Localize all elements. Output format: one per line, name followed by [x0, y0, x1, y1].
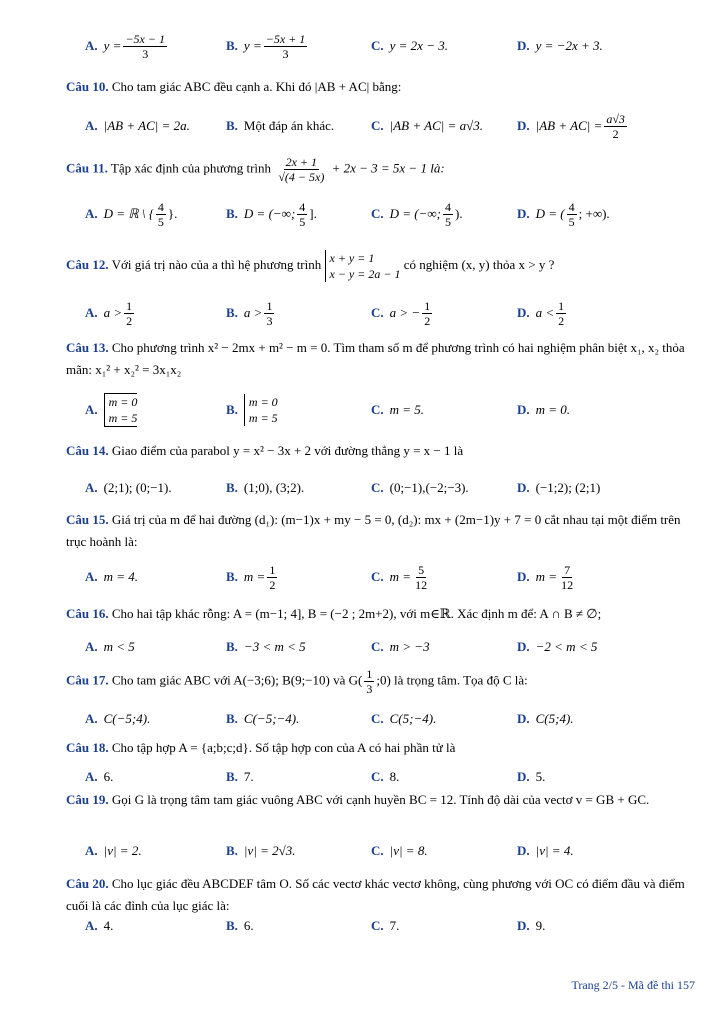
q17-option-c[interactable]: C. C(5;−4).	[371, 711, 437, 726]
q15-options	[85, 564, 705, 590]
equation-system: x + y = 1 x − y = 2a − 1	[325, 250, 401, 282]
question-14: Câu 14. Giao điểm của parabol y = x² − 3x + 2 với đường thẳng y = x − 1 là	[66, 443, 464, 458]
page-footer: Trang 2/5 - Mã đề thi 157	[571, 978, 695, 992]
fraction: $\frac{1}{2}$	[269, 562, 276, 592]
q9-option-b[interactable]: B. y = $\frac{-5x + 1}{3}$	[226, 31, 306, 61]
q9-option-a[interactable]: A. y = $\frac{-5x - 1}{3}$	[85, 31, 165, 61]
q20-option-c[interactable]: C. 7.	[371, 918, 400, 933]
fraction: $\frac{5}{12}$	[415, 562, 428, 592]
q14-option-d[interactable]: D. (−1;2); (2;1)	[517, 480, 601, 495]
q13-options	[85, 397, 705, 423]
question-20: Câu 20. Cho lục giác đều ABCDEF tâm O. Số các vectơ khác vectơ không, cùng phương với OC có điểm đầu và điểm cuối là các đỉnh của lục giác là:	[66, 876, 685, 913]
q11-option-c[interactable]: C. D = (−∞; $\frac{4}{5}$ ).	[371, 199, 463, 229]
question-11: Câu 11. Tập xác định của phương trình $\frac{2x + 1}{√(4 - 5x)}$ + 2x − 3 = 5x − 1 là:	[66, 155, 445, 184]
q15-option-d[interactable]: D. m = $\frac{7}{12}$	[517, 562, 574, 592]
q16-option-b[interactable]: B. −3 < m < 5	[226, 639, 306, 654]
q17-option-b[interactable]: B. C(−5;−4).	[226, 711, 300, 726]
q14-option-a[interactable]: A. (2;1); (0;−1).	[85, 480, 172, 495]
fraction: $\frac{1}{2}$	[558, 298, 565, 328]
q12-option-d[interactable]: D. a < $\frac{1}{2}$	[517, 298, 565, 328]
q18-option-c[interactable]: C. 8.	[371, 769, 400, 784]
question-17: Câu 17. Cho tam giác ABC với A(−3;6); B(9;−10) và G( $\frac{1}{3}$ ;0) là trọng tâm. Tọa độ C là:	[66, 667, 528, 696]
q18-options	[85, 764, 705, 790]
q19-options	[85, 838, 705, 864]
fraction: $\frac{7}{12}$	[561, 562, 574, 592]
fraction: $\frac{4}{5}$	[157, 199, 164, 229]
fraction: $\frac{1}{3}$	[366, 667, 373, 696]
fraction: $\frac{-5x + 1}{3}$	[265, 31, 306, 61]
q16-option-d[interactable]: D. −2 < m < 5	[517, 639, 598, 654]
fraction: $\frac{a√3}{2}$	[606, 111, 625, 141]
fraction: $\frac{4}{5}$	[299, 199, 306, 229]
q15-option-a[interactable]: A. m = 4.	[85, 569, 139, 584]
q19-option-c[interactable]: C. |v| = 8.	[371, 843, 428, 858]
q12-option-a[interactable]: A. a > $\frac{1}{2}$	[85, 298, 133, 328]
q11-option-a[interactable]: A. D = ℝ \ { $\frac{4}{5}$ }.	[85, 199, 178, 229]
q19-option-d[interactable]: D. |v| = 4.	[517, 843, 574, 858]
q13-option-d[interactable]: D. m = 0.	[517, 402, 571, 417]
q16-options	[85, 634, 705, 660]
q9-option-d[interactable]: D. y = −2x + 3.	[517, 38, 603, 53]
q11-option-b[interactable]: B. D = (−∞; $\frac{4}{5}$ ].	[226, 199, 317, 229]
q17-options	[85, 706, 705, 732]
q14-option-c[interactable]: C. (0;−1),(−2;−3).	[371, 480, 469, 495]
q18-option-d[interactable]: D. 5.	[517, 769, 546, 784]
q12-option-b[interactable]: B. a > $\frac{1}{3}$	[226, 298, 273, 328]
question-19: Câu 19. Gọi G là trọng tâm tam giác vuông ABC với cạnh huyền BC = 12. Tính độ dài của vectơ v = GB + GC.	[66, 792, 650, 807]
q18-option-b[interactable]: B. 7.	[226, 769, 254, 784]
question-15: Câu 15. Giá trị của m để hai đường (d₁): (m−1)x + my − 5 = 0, (d₂): mx + (2m−1)y + 7 = 0 cắt nhau tại một điểm trên trục hoành là:	[66, 512, 681, 549]
fraction: $\frac{1}{2}$	[424, 298, 431, 328]
q10-option-b[interactable]: B. Một đáp án khác.	[226, 118, 335, 133]
q11-options	[85, 201, 705, 227]
q14-option-b[interactable]: B. (1;0), (3;2).	[226, 480, 305, 495]
fraction: $\frac{1}{3}$	[266, 298, 273, 328]
fraction: $\frac{4}{5}$	[568, 199, 575, 229]
q14-options	[85, 475, 705, 501]
fraction: $\frac{2x + 1}{√(4 - 5x)}$	[278, 155, 325, 184]
q15-option-c[interactable]: C. m = $\frac{5}{12}$	[371, 562, 428, 592]
q10-option-d[interactable]: D. |AB + AC| = $\frac{a√3}{2}$	[517, 111, 625, 141]
q20-option-b[interactable]: B. 6.	[226, 918, 254, 933]
q15-option-b[interactable]: B. m = $\frac{1}{2}$	[226, 562, 276, 592]
q17-option-a[interactable]: A. C(−5;4).	[85, 711, 151, 726]
q10-option-a[interactable]: A. |AB + AC| = 2a.	[85, 118, 190, 133]
question-12: Câu 12. Với giá trị nào của a thì hệ phương trình x + y = 1 x − y = 2a − 1 có nghiệm (x, y) thỏa x > y ?	[66, 251, 555, 281]
q12-option-c[interactable]: C. a > − $\frac{1}{2}$	[371, 298, 431, 328]
q11-option-d[interactable]: D. D = ( $\frac{4}{5}$ ; +∞).	[517, 199, 610, 229]
question-18: Câu 18. Cho tập hợp A = {a;b;c;d}. Số tập hợp con của A có hai phần tử là	[66, 740, 456, 755]
question-16: Câu 16. Cho hai tập khác rỗng: A = (m−1; 4], B = (−2 ; 2m+2), với m∈ℝ. Xác định m để: A ∩ B ≠ ∅;	[66, 606, 602, 621]
question-13: Câu 13. Cho phương trình x² − 2mx + m² − m = 0. Tìm tham số m để phương trình có hai nghiệm phân biệt x₁, x₂ thỏa mãn: x₁² + x₂² = 3x₁x₂	[66, 340, 685, 377]
q19-option-b[interactable]: B. |v| = 2√3.	[226, 843, 296, 858]
q20-option-d[interactable]: D. 9.	[517, 918, 546, 933]
q19-option-a[interactable]: A. |v| = 2.	[85, 843, 142, 858]
q10-option-c[interactable]: C. |AB + AC| = a√3.	[371, 118, 483, 133]
q13-option-c[interactable]: C. m = 5.	[371, 402, 425, 417]
question-10: Câu 10. Cho tam giác ABC đều cạnh a. Khi đó |AB + AC| bằng:	[66, 79, 402, 94]
q13-option-b[interactable]: B. m = 0 m = 5	[226, 395, 278, 425]
q12-options	[85, 300, 705, 326]
brace-system: m = 0 m = 5	[244, 394, 278, 426]
fraction: $\frac{4}{5}$	[445, 199, 451, 229]
q13-option-a[interactable]: A. m = 0 m = 5	[85, 395, 138, 425]
q16-option-a[interactable]: A. m < 5	[85, 639, 135, 654]
q9-options	[85, 33, 705, 59]
q17-option-d[interactable]: D. C(5;4).	[517, 711, 574, 726]
q20-option-a[interactable]: A. 4.	[85, 918, 114, 933]
bracket-system: m = 0 m = 5	[104, 393, 138, 427]
q9-option-c[interactable]: C. y = 2x − 3.	[371, 38, 448, 53]
q16-option-c[interactable]: C. m > −3	[371, 639, 430, 654]
q18-option-a[interactable]: A. 6.	[85, 769, 114, 784]
fraction: $\frac{-5x - 1}{3}$	[125, 31, 165, 61]
q10-options	[85, 113, 705, 139]
fraction: $\frac{1}{2}$	[126, 298, 133, 328]
q20-options	[85, 913, 705, 939]
